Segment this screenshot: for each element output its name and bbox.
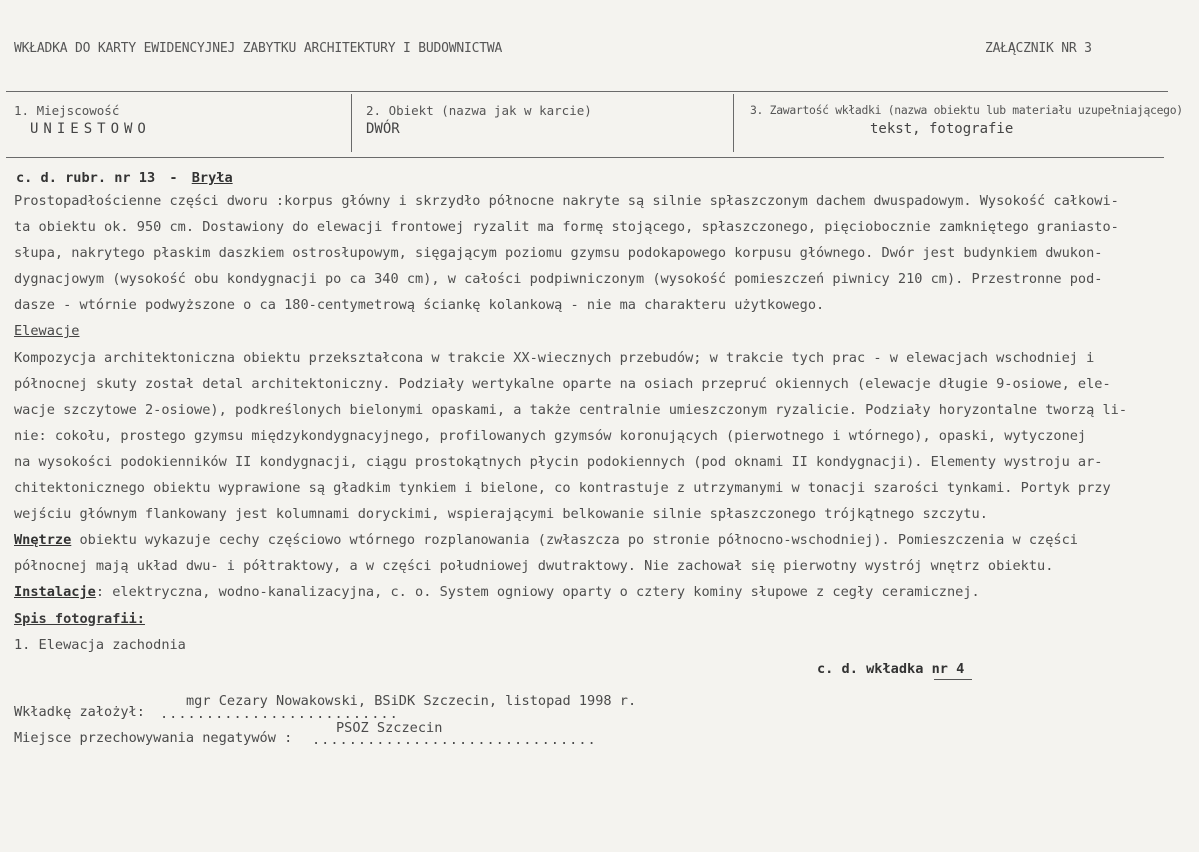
text-line: wejściu głównym flankowany jest kolumnami doryckimi, wspierającymi belkowanie silnie spłaszczonego trójkątnego szczytu. [14,506,988,523]
text-line: dygnacjowym (wysokość obu kondygnacji po ca 340 cm), w całości podpiwniczonym (wysokość pomieszczeń piwnicy 210 cm). Przestronne pod- [14,271,1103,288]
author-dots: .......................... [160,706,399,722]
table-top-rule [6,91,1168,92]
author-label: Wkładkę założył: [14,704,145,720]
text-line: wacje szczytowe 2-osiowe), podkreślonych bielonymi opaskami, a także centralnie umieszczonym ryzalicie. Podziały horyzontalne tworzą li- [14,401,1128,418]
photos-heading: Spis fotografii: [14,610,145,627]
instalacje-line [14,579,1174,605]
body-text [14,188,1174,658]
instalacje-label: Instalacje [14,584,96,601]
form-title: WKŁADKA DO KARTY EWIDENCYJNEJ ZABYTKU ARCHITEKTURY I BUDOWNICTWA [14,41,503,56]
text-line: północnej skuty został detal architektoniczny. Podziały wertykalne oparte na osiach przepruć okiennych (elewacje długie 9-osiowe, ele- [14,375,1111,392]
rubric-number: c. d. rubr. nr 13 [16,170,156,186]
text-line: nie: cokołu, prostego gzymsu międzykondygnacyjnego, profilowanych gzymsów koronujących (pierwotnego i wtórnego), opaski, wytyczonej [14,427,1087,444]
photo-item: 1. Elewacja zachodnia [14,636,186,653]
text-line: na wysokości podokienników II kondygnacji, ciągu prostokątnych płycin podokiennych (pod oknami II kondygnacji). Elementy wystroju ar- [14,453,1103,470]
storage-dots: ............................... [312,732,597,748]
place-value: UNIESTOWO [30,121,151,137]
wnetrze-line [14,527,1174,553]
wnetrze-label: Wnętrze [14,532,72,549]
table-bottom-rule [6,157,1164,158]
storage-label: Miejsce przechowywania negatywów : [14,730,293,746]
text-line: północnej mają układ dwu- i półtraktowy, a w części południowej dwutraktowy. Nie zachował się pierwotny wystrój wnętrz obiektu. [14,558,1054,575]
object-value: DWÓR [366,121,400,137]
storage-value: PSOZ Szczecin [336,720,443,736]
object-label: 2. Obiekt (nazwa jak w karcie) [366,103,592,118]
elewacje-heading: Elewacje [14,323,80,340]
rubric-name: Bryła [191,170,233,186]
instalacje-text: : elektryczna, wodno-kanalizacyjna, c. o. System ogniowy oparty o cztery kominy słupowe z cegły ceramicznej. [95,584,980,601]
text-line: ta obiektu ok. 950 cm. Dostawiony do elewacji frontowej ryzalit ma formę stojącego, spłaszczonego, pięciobocznie zamkniętego graniasto- [14,219,1119,236]
table-divider-2 [733,94,734,152]
attachment-number: ZAŁĄCZNIK NR 3 [985,41,1092,56]
content-value: tekst, fotografie [870,121,1014,137]
text-line: Kompozycja architektoniczna obiektu przekształcona w trakcie XX-wiecznych przebudów; w trakcie tych prac - w elewacjach wschodniej i [14,349,1095,366]
author-value: mgr Cezary Nowakowski, BSiDK Szczecin, listopad 1998 r. [186,693,637,709]
place-label: 1. Miejscowość [14,103,120,118]
rubric-separator: - [169,170,178,186]
section-heading [16,170,233,186]
text-line: Prostopadłościenne części dworu :korpus główny i skrzydło północne nakryte są silnie spłaszczonym dachem dwuspadowym. Wysokość całkowi- [14,193,1119,209]
wnetrze-text: obiektu wykazuje cechy częściowo wtórnego rozplanowania (zwłaszcza po stronie północno-wschodniej). Pomieszczenia w części [71,532,1078,549]
text-line: słupa, nakrytego płaskim daszkiem ostrosłupowym, sięgającym poziomu gzymsu podokapowego korpusu głównego. Dwór jest budynkiem dwukon- [14,245,1103,262]
table-divider-1 [351,94,352,152]
text-line: dasze - wtórnie podwyższone o ca 180-centymetrową ściankę kolankową - nie ma charakteru użytkowego. [14,297,825,314]
content-label: 3. Zawartość wkładki (nazwa obiektu lub materiału uzupełniającego) [750,103,1183,117]
text-line: chitektonicznego obiektu wyprawione są gładkim tynkiem i bielone, co kontrastuje z utrzymanymi w tonacji szarości tynkami. Portyk przy [14,480,1111,497]
insert-reference-underline [934,679,972,680]
insert-reference: c. d. wkładka nr 4 [817,661,965,677]
